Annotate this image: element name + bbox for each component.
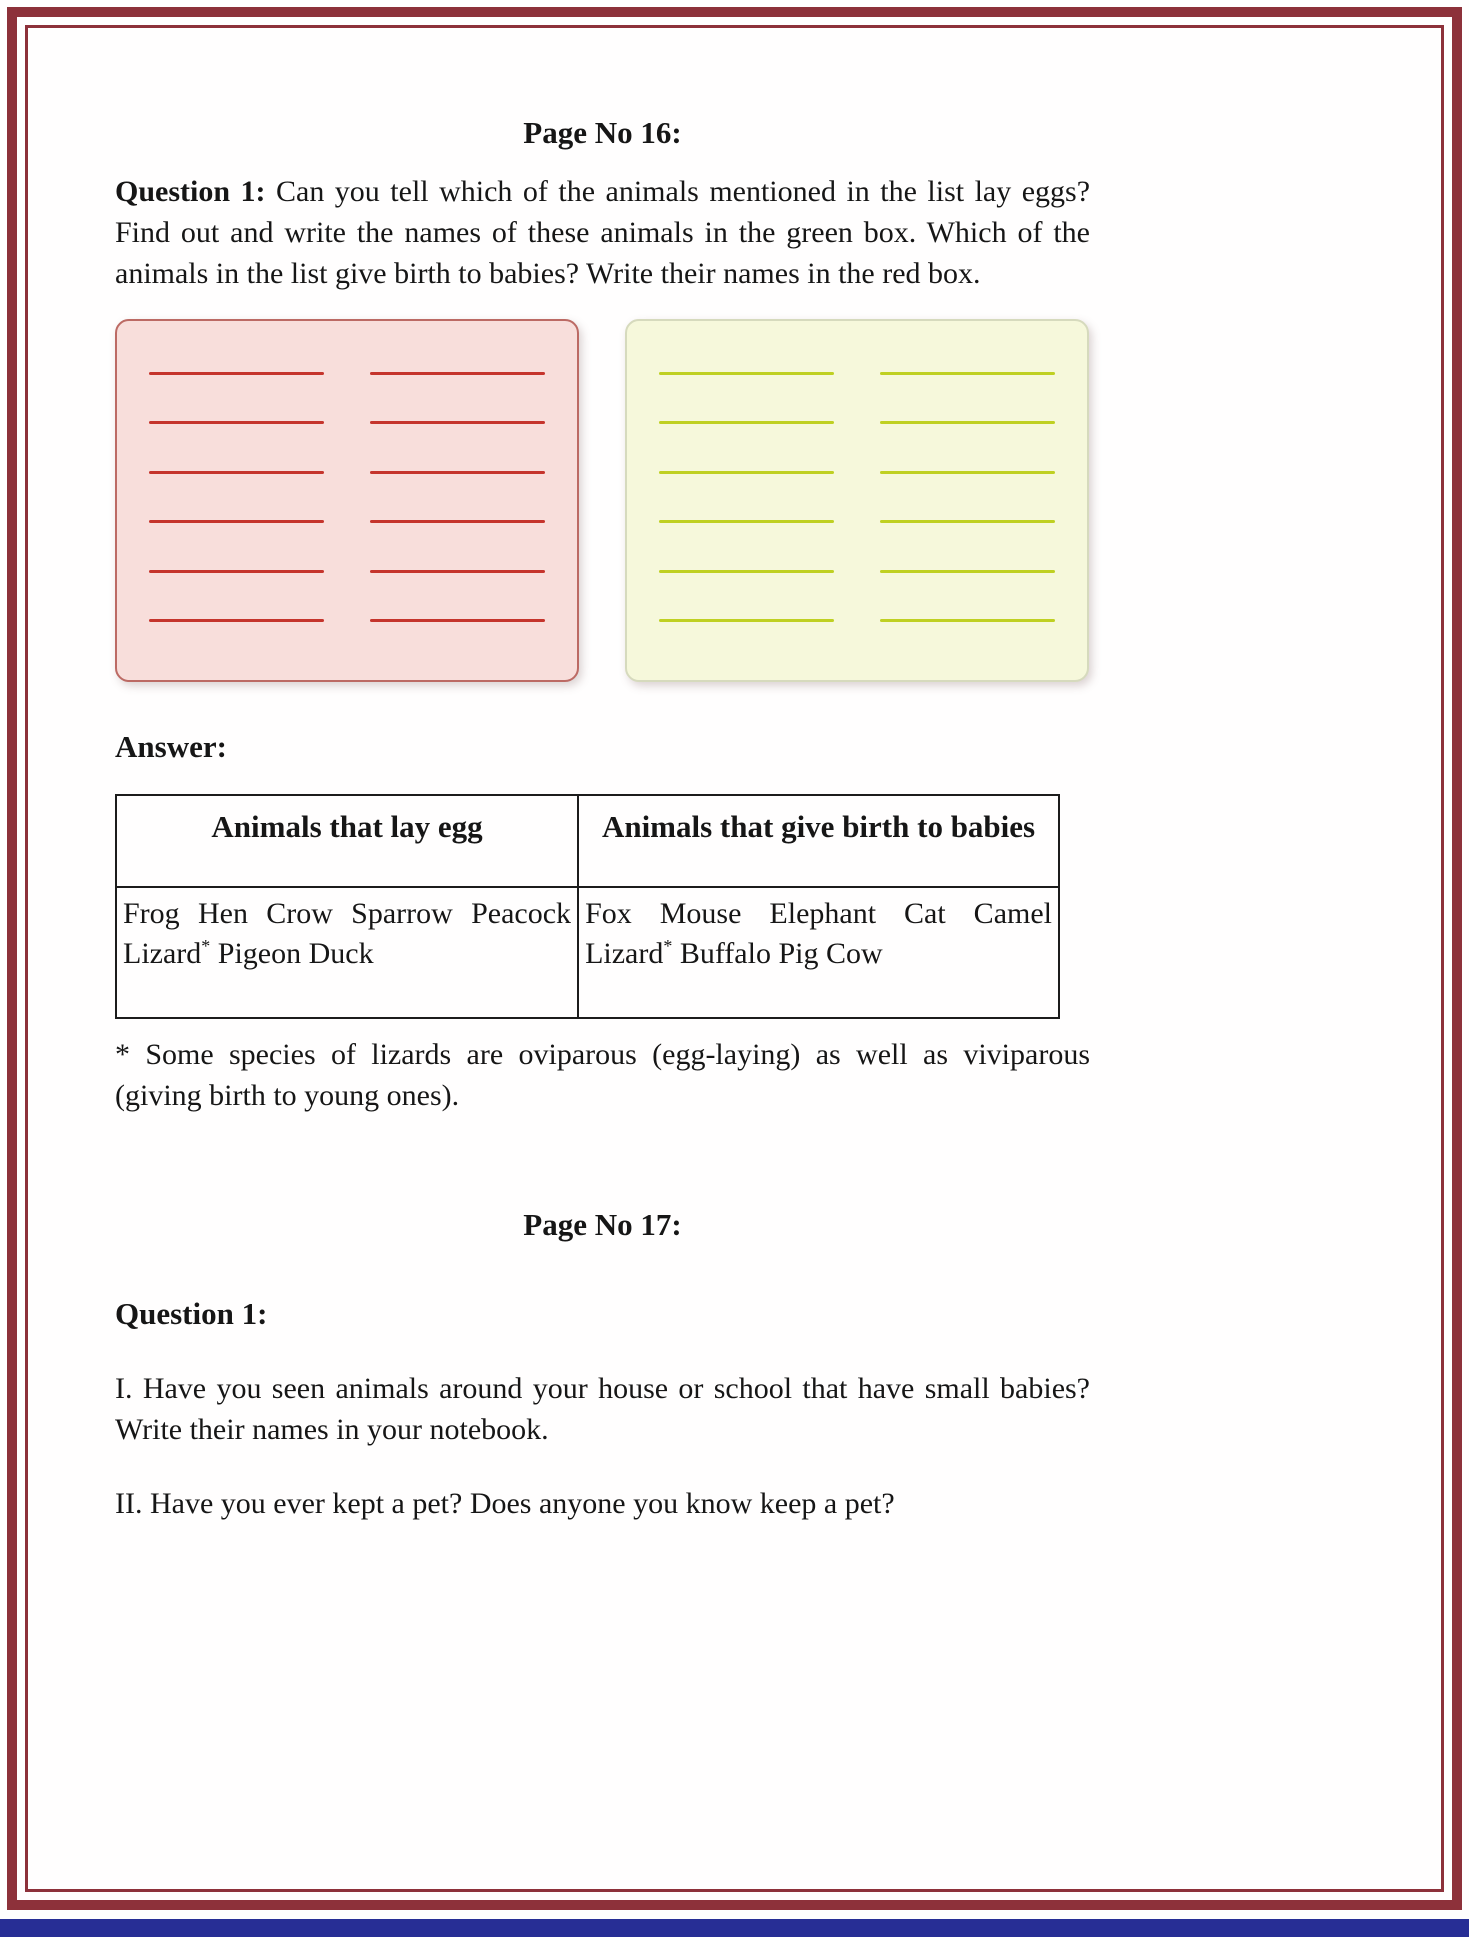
question1-paragraph [115,172,1090,294]
write-line [149,372,324,375]
write-line [659,619,834,622]
write-line [659,520,834,523]
write-line [149,471,324,474]
write-line [149,520,324,523]
table-header-animals-lay-egg: Animals that lay egg [116,795,578,887]
page17-question1-label: Question 1: [115,1295,268,1331]
write-line [370,619,545,622]
answer-boxes-row [115,319,1090,682]
page-content [115,112,1090,1525]
write-line [880,421,1055,424]
write-line [149,570,324,573]
write-line [880,619,1055,622]
write-line [370,471,545,474]
cell-animals-lay-egg: Frog Hen Crow Sparrow Peacock Lizard* Pigeon Duck [116,887,578,1018]
write-line [659,570,834,573]
red-answer-box [115,319,579,682]
lizard-footnote: * Some species of lizards are oviparous (egg-laying) as well as viviparous (giving birth to young ones). [115,1037,1090,1112]
question-item-1: I. Have you seen animals around your house or school that have small babies? Write their names in your notebook. [115,1371,1090,1446]
answer-label: Answer: [115,728,227,764]
write-line [370,570,545,573]
write-line [880,471,1055,474]
write-line [370,421,545,424]
write-line [149,619,324,622]
page17-heading: Page No 17: [523,1207,682,1243]
cell-animals-give-birth: Fox Mouse Elephant Cat Camel Lizard* Buffalo Pig Cow [578,887,1059,1018]
question-item-2: II. Have you ever kept a pet? Does anyone you know keep a pet? [115,1487,895,1521]
write-line [880,570,1055,573]
write-line [659,421,834,424]
write-line [659,471,834,474]
write-line [880,520,1055,523]
write-line [880,372,1055,375]
write-line [659,372,834,375]
table-row [116,887,1059,1018]
write-line [370,372,545,375]
write-line [370,520,545,523]
bottom-navy-bar [0,1919,1469,1937]
table-header-row [116,795,1059,887]
page16-heading: Page No 16: [523,115,682,150]
question1-text: Can you tell which of the animals mentioned in the list lay eggs? Find out and write the names of these animals in the green box. Which of the animals in the list give birth to babies? Write their names in the red box. [115,175,1091,290]
answer-table [115,794,1060,1019]
write-line [149,421,324,424]
question1-label: Question 1: [115,175,266,209]
table-header-animals-give-birth: Animals that give birth to babies [578,795,1059,887]
green-answer-box [625,319,1089,682]
